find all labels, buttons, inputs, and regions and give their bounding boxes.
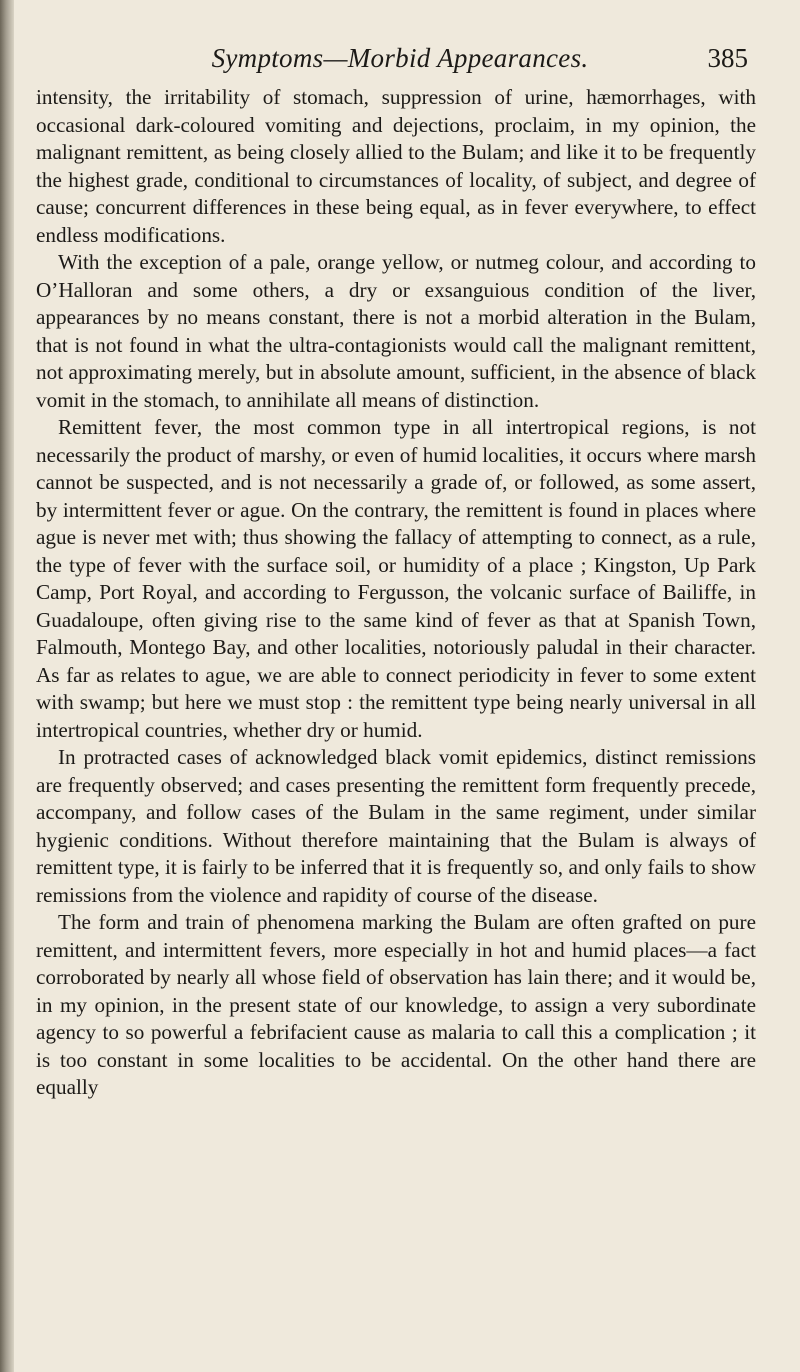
body-text (36, 84, 756, 1102)
page-number: 385 (707, 43, 748, 73)
page-header (0, 40, 800, 76)
paragraph: In protracted cases of acknowledged black vomit epidemics, distinct remissions are frequently observed; and cases presenting the remittent form frequently precede, accompany, and follow cases of the Bulam in the same regiment, under similar hygienic conditions. Without therefore maintaining that the Bulam is always of remittent type, it is fairly to be inferred that it is frequently so, and only fails to show remissions from the violence and rapidity of course of the disease. (36, 745, 756, 907)
running-title: Symptoms—Morbid Appearances. (211, 43, 589, 73)
paragraph: The form and train of phenomena marking the Bulam are often grafted on pure remittent, and intermittent fevers, more especially in hot and humid places—a fact corroborated by nearly all whose field of observation has lain there; and it would be, in my opinion, in the present state of our knowledge, to assign a very subordinate agency to so powerful a febrifacient cause as malaria to call this a complication ; it is too constant in some localities to be accidental. On the other hand there are equally (36, 910, 756, 1099)
paragraph: intensity, the irritability of stomach, suppression of urine, hæmorrhages, with occasional dark-coloured vomiting and dejections, proclaim, in my opinion, the malignant remittent, as being closely allied to the Bulam; and like it to be frequently the highest grade, conditional to circumstances of locality, of subject, and degree of cause; concurrent differences in these being equal, as in fever everywhere, to effect endless modifications. (36, 85, 756, 247)
page-gutter-shadow (0, 0, 14, 1372)
paragraph: Remittent fever, the most common type in all intertropical regions, is not necessarily the product of marshy, or even of humid localities, it occurs where marsh cannot be suspected, and is not necessarily a grade of, or followed, as some assert, by intermittent fever or ague. On the contrary, the remittent is found in places where ague is never met with; thus showing the fallacy of attempting to connect, as a rule, the type of fever with the surface soil, or humidity of a place ; Kingston, Up Park Camp, Port Royal, and according to Fergusson, the volcanic surface of Bailiffe, in Guadaloupe, often giving rise to the same kind of fever as that at Spanish Town, Falmouth, Montego Bay, and other localities, notoriously paludal in their character. As far as relates to ague, we are able to connect periodicity in fever to some extent with swamp; but here we must stop : the remittent type being nearly universal in all intertropical countries, whether dry or humid. (36, 415, 756, 742)
paragraph: With the exception of a pale, orange yellow, or nutmeg colour, and according to O’Halloran and some others, a dry or exsanguious condition of the liver, appearances by no means constant, there is not a morbid alteration in the Bulam, that is not found in what the ultra-contagionists would call the malignant remittent, not approximating merely, but in absolute amount, sufficient, in the absence of black vomit in the stomach, to annihilate all means of distinction. (36, 250, 756, 412)
